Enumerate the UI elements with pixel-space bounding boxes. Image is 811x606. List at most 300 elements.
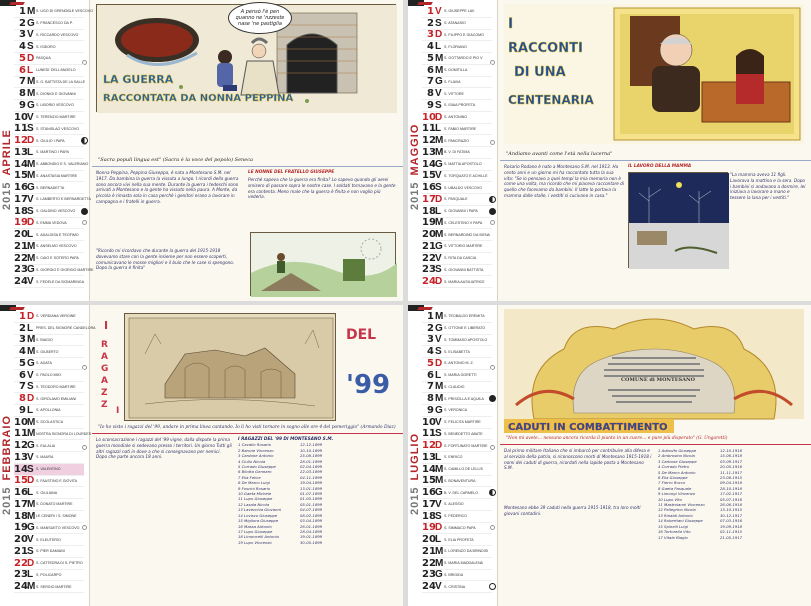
- calendar-day: [422, 241, 492, 253]
- calendar-day: [422, 346, 492, 358]
- saint-name: S. CELESTINO V PAPA: [444, 220, 483, 225]
- person-name: 19 Lupo Vincenzo: [238, 539, 272, 545]
- saint-name: S. GIULIANA: [36, 490, 58, 495]
- saint-name: S. LAMBERTO E BERNARDETTA: [36, 197, 91, 202]
- saint-name: S. CATTEDRA DI S. PIETRO: [36, 561, 83, 566]
- saint-name: S. LIBORIO VESCOVO: [36, 103, 74, 108]
- day-number: 13: [422, 146, 436, 158]
- saint-name: S. SCOLASTICA: [36, 420, 64, 425]
- weekday-letter: G: [27, 99, 35, 111]
- weekday-letter: D: [435, 193, 443, 205]
- weekday-letter: L: [27, 146, 34, 158]
- saint-name: S. BONAVENTURA: [444, 478, 476, 483]
- calendar-day: [422, 18, 492, 30]
- saint-name: S. FLORIANO: [444, 44, 467, 49]
- saint-name: S. TOMMASO APOSTOLO: [444, 337, 488, 342]
- saint-name: S. BRIGIDA: [444, 572, 464, 577]
- day-number: 18: [14, 205, 28, 217]
- day-number: 3: [427, 29, 434, 41]
- day-number: 17: [422, 193, 436, 205]
- weekday-letter: M: [27, 76, 36, 88]
- story-text-left-2: Montesano ebbe 39 caduti nella guerra 1915-1918, tra loro molti giovani contadini.: [504, 505, 641, 516]
- saint-name: S. CAIO E SOTERO PAPA: [36, 256, 79, 261]
- day-number: 9: [19, 404, 26, 416]
- calendar-day: [422, 311, 492, 323]
- date-cell: 19-09-1918: [720, 523, 743, 529]
- divider: [500, 160, 811, 161]
- saint-name: LUNEDI' DELL'ANGELO: [36, 68, 76, 73]
- day-number: 20: [14, 229, 28, 241]
- day-number: 24: [14, 581, 28, 593]
- svg-text:A: A: [101, 352, 108, 362]
- weekday-letter: G: [435, 240, 443, 252]
- calendar-day: [422, 135, 492, 147]
- day-number: 4: [19, 346, 26, 358]
- person-name: 15 Spinelli Luigi: [658, 523, 689, 529]
- saint-name: S. ELIA PROFETA: [444, 537, 474, 542]
- day-number: 21: [14, 240, 28, 252]
- weekday-letter: M: [27, 5, 36, 17]
- weekday-letter: G: [27, 522, 35, 534]
- saint-name: S. CAMILLO DE LELLIS: [444, 467, 483, 472]
- day-number: 6: [19, 64, 26, 76]
- weekday-letter: L: [27, 64, 34, 76]
- calendar-day: [422, 30, 492, 42]
- day-number: 20: [422, 534, 436, 546]
- saint-name: S. PANCRAZIO: [444, 138, 470, 143]
- weekday-letter: S: [27, 205, 34, 217]
- story-text-left: Nonna Peppina, Peppina Giuseppa, è nata a Montesano S.M. nel 1917. Da bambina la guerra la vissuta a lungo. I ricordi della guerra sono ancora vivi nella sua mente. Durante la guerra i tedeschi sono arrivati a Montesano e la gente ha vissuto nella paura. A Monte, da piccola è rimasta sola in casa perchè i genitori erano a lavorare in campagna e i fratelli in guerra.: [96, 170, 239, 204]
- plaque-text: COMUNE di MONTESANO: [621, 377, 695, 383]
- day-number: 17: [14, 498, 28, 510]
- day-number: 1: [19, 310, 26, 322]
- weekday-letter: V: [435, 416, 442, 428]
- calendar-day: [14, 193, 91, 206]
- epigraph: "Sacra populi lingua est" (Sacra è la voce del popolo) Seneca: [98, 157, 254, 163]
- calendar-day: [14, 182, 84, 194]
- saint-name: S. EULALIA: [36, 443, 56, 448]
- year-label: 2015: [1, 486, 13, 515]
- table-heading: I RAGAZZI DEL '99 DI MONTESANO S.M.: [238, 437, 334, 442]
- calendar-day: [14, 171, 84, 183]
- person-name: 11 Lupo Giuseppe: [238, 496, 273, 502]
- story-text-right: "La mamma aveva 11 figli. Lavorava la mattina e la sera. Dopo i bambini si andavano a dormire, lei iniziava a lavorare a mano e tessere la lana per i vestiti.": [730, 172, 806, 201]
- calendar-day: [422, 546, 492, 558]
- weekday-letter: M: [27, 416, 36, 428]
- date-cell: 03-04-1899: [300, 518, 323, 524]
- weekday-letter: M: [435, 135, 444, 147]
- calendar-day: [422, 370, 492, 382]
- saint-name: B. V. DEL CARMELO: [444, 490, 479, 495]
- calendar-day: [14, 53, 84, 65]
- day-number: 14: [14, 158, 28, 170]
- calendar-day: [422, 570, 492, 582]
- svg-text:CENTENARIA: CENTENARIA: [508, 93, 594, 107]
- year-label: 2015: [1, 181, 13, 210]
- day-number: 18: [422, 205, 436, 217]
- svg-text:DI UNA: DI UNA: [514, 65, 566, 80]
- weekday-letter: G: [435, 569, 443, 581]
- landscape-drawing: [629, 173, 729, 269]
- calendar-day: [422, 499, 492, 511]
- day-number: 23: [14, 569, 28, 581]
- weekday-letter: D: [27, 475, 35, 487]
- weekday-letter: M: [27, 170, 36, 182]
- day-number: 1: [427, 5, 434, 17]
- calendar-strip: [408, 305, 498, 606]
- weekday-letter: L: [27, 569, 34, 581]
- day-number: 24: [422, 581, 436, 593]
- saint-name: S. GIOVANNI BATTISTA: [444, 267, 484, 272]
- date-cell: 02-11-1915: [720, 529, 743, 535]
- weekday-letter: M: [435, 463, 444, 475]
- illustration-landscape: [628, 172, 728, 268]
- weekday-letter: M: [435, 64, 444, 76]
- date-cell: 25-08-1899: [300, 453, 323, 459]
- person-name: 3 Cardone Antonio: [238, 453, 274, 459]
- date-cell: 15-06-1918: [720, 453, 743, 459]
- weekday-letter: G: [27, 182, 35, 194]
- month-name: LUGLIO: [409, 432, 421, 481]
- day-number: 2: [427, 17, 434, 29]
- calendar-day: [14, 382, 84, 394]
- day-number: 9: [427, 99, 434, 111]
- calendar-day: [422, 124, 492, 136]
- saint-name: S. RICCARDO VESCOVO: [36, 32, 79, 37]
- day-number: 23: [14, 264, 28, 276]
- saint-name: S. UBALDO VESCOVO: [444, 185, 482, 190]
- story-page: [500, 0, 811, 301]
- weekday-letter: S: [435, 99, 442, 111]
- weekday-letter: D: [27, 393, 35, 405]
- date-cell: 30-05-1899: [300, 539, 323, 545]
- weekday-letter: V: [435, 581, 442, 593]
- weekday-letter: L: [27, 404, 34, 416]
- day-number: 18: [422, 510, 436, 522]
- day-number: 8: [427, 88, 434, 100]
- person-name: 1 Cavallo Rosario: [238, 442, 272, 448]
- calendar-day: [422, 159, 492, 171]
- day-number: 11: [14, 428, 28, 440]
- weekday-letter: M: [27, 240, 36, 252]
- day-number: 7: [19, 381, 26, 393]
- weekday-letter: L: [27, 229, 34, 241]
- saint-name: S. BERNARDINO DA SIENA: [444, 232, 490, 237]
- calendar-day: [422, 558, 492, 570]
- person-name: 15 Migliora Giuseppe: [238, 518, 279, 524]
- calendar-day: [14, 65, 84, 77]
- weekday-letter: M: [27, 510, 36, 522]
- divider: [500, 444, 811, 445]
- saint-name: S. FEDERICO: [444, 514, 467, 519]
- saint-name: S. GIORGIO E GIORGIO MARTIRE: [36, 267, 94, 272]
- saint-name: S. ANTONINO: [444, 115, 468, 120]
- illustration-title-line2: RACCONTATA DA NONNA PEPPINA: [103, 93, 294, 104]
- person-name: 12 Lasala Nicola: [238, 501, 270, 507]
- saint-name: S. LORENZO DA BRINDISI: [444, 549, 489, 554]
- svg-text:I: I: [104, 319, 109, 332]
- day-number: 2: [19, 322, 26, 334]
- month-label: [1, 40, 13, 220]
- date-cell: 04-07-1899: [300, 507, 323, 513]
- weekday-letter: M: [27, 428, 36, 440]
- date-cell: 04-11-1899: [300, 474, 323, 480]
- day-number: 22: [14, 557, 28, 569]
- weekday-letter: S: [27, 123, 34, 135]
- date-cell: 26-06-1918: [720, 502, 743, 508]
- person-name: 18 Limoncelli Antonio: [238, 534, 280, 540]
- saint-name: S. TEOBALDO EREMITA: [444, 314, 485, 319]
- calendar-day: [14, 112, 84, 124]
- weekday-letter: M: [27, 158, 36, 170]
- logo-stripe: [9, 2, 25, 5]
- person-name: 11 Mastroianni Vincenzo: [658, 502, 705, 508]
- weekday-letter: D: [435, 29, 443, 41]
- illustration-plaque: [504, 309, 804, 419]
- weekday-letter: G: [435, 158, 443, 170]
- saint-name: S. MARIA AUSILIATRICE: [444, 279, 485, 284]
- svg-text:I: I: [116, 406, 120, 416]
- calendar-day: [14, 570, 84, 582]
- story-text-left: Lo sconsacrazione i ragazzi del '99 vigne, dalla dispute la prima guerra mondiale si sedevano presso i territori. Un giorno Tutti gli altri ragazzi nati in dove a che si consegnavano per nemici. Dopo che parte ancora 18 anni.: [96, 437, 232, 460]
- calendar-day: [14, 464, 84, 476]
- day-number: 16: [422, 182, 436, 194]
- day-number: 24: [14, 276, 28, 288]
- story-text-left: Dal primo militare Italiano che si imbarcò per contribuire alla difesa e al servizio della patria, si riconoscono morti di Montesano 1915-1918 i nomi dei caduti di guerra, ricordati nella lapide posta a Montesano S.M.: [504, 448, 652, 471]
- calendar-day: [422, 100, 492, 112]
- saint-name: S. FRANCESCO DA P.: [36, 21, 73, 26]
- calendar-day: [422, 194, 492, 206]
- person-name: 17 Lupo Giuseppe: [238, 528, 273, 534]
- person-name: 6 Elia Giuseppe: [658, 475, 688, 481]
- calendar-day: [14, 558, 84, 570]
- saint-name: S. PRISCILLA E AQUILA: [444, 396, 484, 401]
- person-name: 5 Corrado Giuseppe: [238, 464, 276, 470]
- names-table: [658, 448, 806, 540]
- day-number: 17: [422, 498, 436, 510]
- illustration-title: [504, 417, 804, 435]
- weekday-letter: M: [435, 475, 444, 487]
- calendar-day: [14, 476, 84, 488]
- weekday-letter: S: [435, 346, 442, 358]
- calendar-day: [422, 6, 492, 18]
- day-number: 3: [427, 334, 434, 346]
- weekday-letter: D: [435, 440, 443, 452]
- moon-phase-icon: [489, 208, 496, 215]
- day-number: 6: [427, 369, 434, 381]
- day-number: 9: [19, 99, 26, 111]
- soldiers-drawing: [251, 233, 397, 297]
- saint-name: S. GILBERTO: [36, 349, 59, 354]
- person-name: 2 Ambrosino Nicola: [658, 453, 695, 459]
- calendar-day: [14, 511, 84, 523]
- day-number: 22: [422, 557, 436, 569]
- svg-text:RACCONTI: RACCONTI: [508, 41, 583, 56]
- day-number: 10: [14, 111, 28, 123]
- day-number: 5: [427, 52, 434, 64]
- divider: [92, 166, 403, 167]
- calendar-day: [14, 499, 84, 511]
- story-page: [500, 305, 811, 606]
- saint-name: S. MAURA: [36, 455, 54, 460]
- weekday-letter: L: [435, 369, 442, 381]
- weekday-letter: S: [435, 264, 442, 276]
- person-name: 3 Carbone Giuseppe: [658, 458, 697, 464]
- saint-name: S. PASQUALE: [444, 197, 468, 202]
- calendar-day: [14, 346, 84, 358]
- illustration-centenarian: [504, 4, 804, 144]
- saint-name: S. POLICARPO: [36, 572, 62, 577]
- calendar-day: [422, 229, 492, 241]
- calendar-day: [14, 393, 84, 405]
- epigraph: "Io ho visto i ragazzi del '99, andare in prima linea cantando. Io li ho visti tornare in sogno alle ore 4 del pomeriggio" (Armando Diaz): [98, 425, 396, 430]
- person-name: 7 Elia Felice: [238, 474, 261, 480]
- date-cell: 01-05-1899: [300, 496, 323, 502]
- weekday-letter: V: [27, 534, 34, 546]
- weekday-letter: M: [27, 581, 36, 593]
- calendar-day: [14, 124, 84, 136]
- saint-name: S. AGATA: [36, 361, 52, 366]
- calendar-page-february: [0, 305, 403, 606]
- saint-name: S. FILIPPO E GIACOMO: [444, 32, 484, 37]
- day-number: 4: [427, 346, 434, 358]
- saint-name: S. GIUSEPPE LAV.: [444, 9, 475, 14]
- person-name: 16 Tortorella Vito: [658, 529, 691, 535]
- day-number: 3: [19, 334, 26, 346]
- date-cell: 12-10-1918: [720, 448, 743, 453]
- moon-phase-icon: [489, 489, 496, 496]
- calendar-day: [14, 487, 84, 499]
- day-number: 9: [427, 404, 434, 416]
- day-number: 22: [422, 252, 436, 264]
- day-number: 2: [427, 322, 434, 334]
- date-cell: 20-05-1916: [720, 464, 743, 470]
- calendar-day: [14, 5, 93, 18]
- person-name: 8 Gaeta Pasquale: [658, 485, 692, 491]
- day-number: 15: [14, 475, 28, 487]
- saint-name: S. PAOLO MIKI: [36, 373, 61, 378]
- illustration-title-line1: LA GUERRA: [103, 73, 174, 86]
- weekday-letter: V: [27, 369, 34, 381]
- calendar-day: [14, 276, 84, 288]
- day-number: 10: [14, 416, 28, 428]
- date-cell: 28-04-1899: [300, 528, 323, 534]
- saint-name: S. MARTINO I PAPA: [36, 150, 69, 155]
- person-name: 16 Massa Antonio: [238, 523, 272, 529]
- calendar-day: [14, 322, 96, 335]
- weekday-letter: L: [435, 41, 442, 53]
- day-number: 21: [422, 545, 436, 557]
- calendar-day: [14, 147, 84, 159]
- moon-phase-icon: [489, 583, 496, 590]
- day-number: 14: [422, 463, 436, 475]
- weekday-letter: M: [27, 334, 36, 346]
- calendar-day: [14, 440, 84, 452]
- day-number: 3: [19, 29, 26, 41]
- saint-name: S. VITTORE: [444, 91, 464, 96]
- calendar-day: [422, 218, 492, 230]
- weekday-letter: G: [27, 440, 35, 452]
- box-heading: LE NONNE DEL FRATELLO GIUSEPPE: [248, 170, 335, 175]
- calendar-day: [14, 264, 94, 277]
- day-number: 23: [422, 264, 436, 276]
- saint-name: PRES. DEL SIGNORE CANDELORA: [36, 326, 96, 331]
- calendar-day: [14, 206, 84, 218]
- day-number: 4: [19, 41, 26, 53]
- saint-name: S. DOMITILLA: [444, 68, 468, 73]
- weekday-letter: D: [435, 522, 443, 534]
- weekday-letter: M: [435, 217, 444, 229]
- date-cell: 22-03-1899: [300, 469, 323, 475]
- day-number: 16: [14, 182, 28, 194]
- calendar-day: [14, 405, 84, 417]
- calendar-strip: [408, 0, 498, 301]
- saint-name: S. ENRICO: [444, 455, 463, 460]
- weekday-letter: G: [27, 357, 35, 369]
- day-number: 15: [422, 475, 436, 487]
- person-name: 13 Lavecchia Giovanni: [238, 507, 281, 513]
- person-name: 8 De Marco Luigi: [238, 480, 270, 486]
- calendar-day: [422, 511, 492, 523]
- date-cell: 19-01-1899: [300, 534, 323, 540]
- month-name: APRILE: [1, 129, 13, 176]
- weekday-letter: G: [435, 322, 443, 334]
- day-number: 12: [422, 135, 436, 147]
- calendar-day: [14, 77, 84, 89]
- date-cell: 11-11-1917: [720, 469, 743, 475]
- saint-name: S. ANSELMO VESCOVO: [36, 244, 77, 249]
- weekday-letter: L: [435, 123, 442, 135]
- saint-name: S. SIMMACO PAPA: [444, 525, 476, 530]
- date-cell: 17-02-1917: [720, 491, 743, 497]
- saint-name: S. ISIDORO: [36, 44, 56, 49]
- calendar-day: [422, 171, 492, 183]
- weekday-letter: V: [27, 111, 34, 123]
- weekday-letter: M: [435, 52, 444, 64]
- weekday-letter: M: [435, 146, 444, 158]
- weekday-letter: G: [435, 487, 443, 499]
- weekday-letter: V: [27, 29, 34, 41]
- saint-name: S. GOTTARDO E PIO V: [444, 56, 483, 61]
- weekday-letter: M: [435, 393, 444, 405]
- date-cell: 13-10-1915: [720, 507, 743, 513]
- calendar-day: [422, 335, 492, 347]
- saint-name: S. DIONIGI E GIOVANNI: [36, 91, 76, 96]
- day-number: 19: [14, 217, 28, 229]
- story-text-right: Perchè sapeva che la guerra era finita? Lo sapevo quando gli aerei smisero di passare sopra le nostre case. I soldati tornavano e la gente era contenta. Meno male che la guerra è finita e non voglio più vederla.: [248, 177, 396, 200]
- weekday-letter: M: [435, 545, 444, 557]
- calendar-day: [422, 53, 492, 65]
- weekday-letter: L: [435, 534, 442, 546]
- calendar-day: [14, 241, 84, 253]
- weekday-letter: V: [435, 88, 442, 100]
- day-number: 16: [422, 487, 436, 499]
- saint-name: S. GIOVANNI I PAPA: [444, 209, 478, 214]
- weekday-letter: D: [435, 357, 443, 369]
- saint-name: S. ANASTASIA MARTIRE: [36, 173, 78, 178]
- calendar-day: [422, 429, 492, 441]
- day-list: [14, 5, 94, 288]
- svg-text:I: I: [508, 16, 514, 32]
- svg-text:Z: Z: [101, 400, 108, 410]
- calendar-day: [14, 358, 84, 370]
- date-cell: 01-07-1899: [300, 491, 323, 497]
- saint-name: S. ANTONIO M. Z.: [444, 361, 474, 366]
- calendar-day: [422, 417, 492, 429]
- svg-text:A: A: [101, 376, 108, 386]
- person-name: 2 Barone Vincenzo: [238, 447, 274, 453]
- day-number: 16: [14, 487, 28, 499]
